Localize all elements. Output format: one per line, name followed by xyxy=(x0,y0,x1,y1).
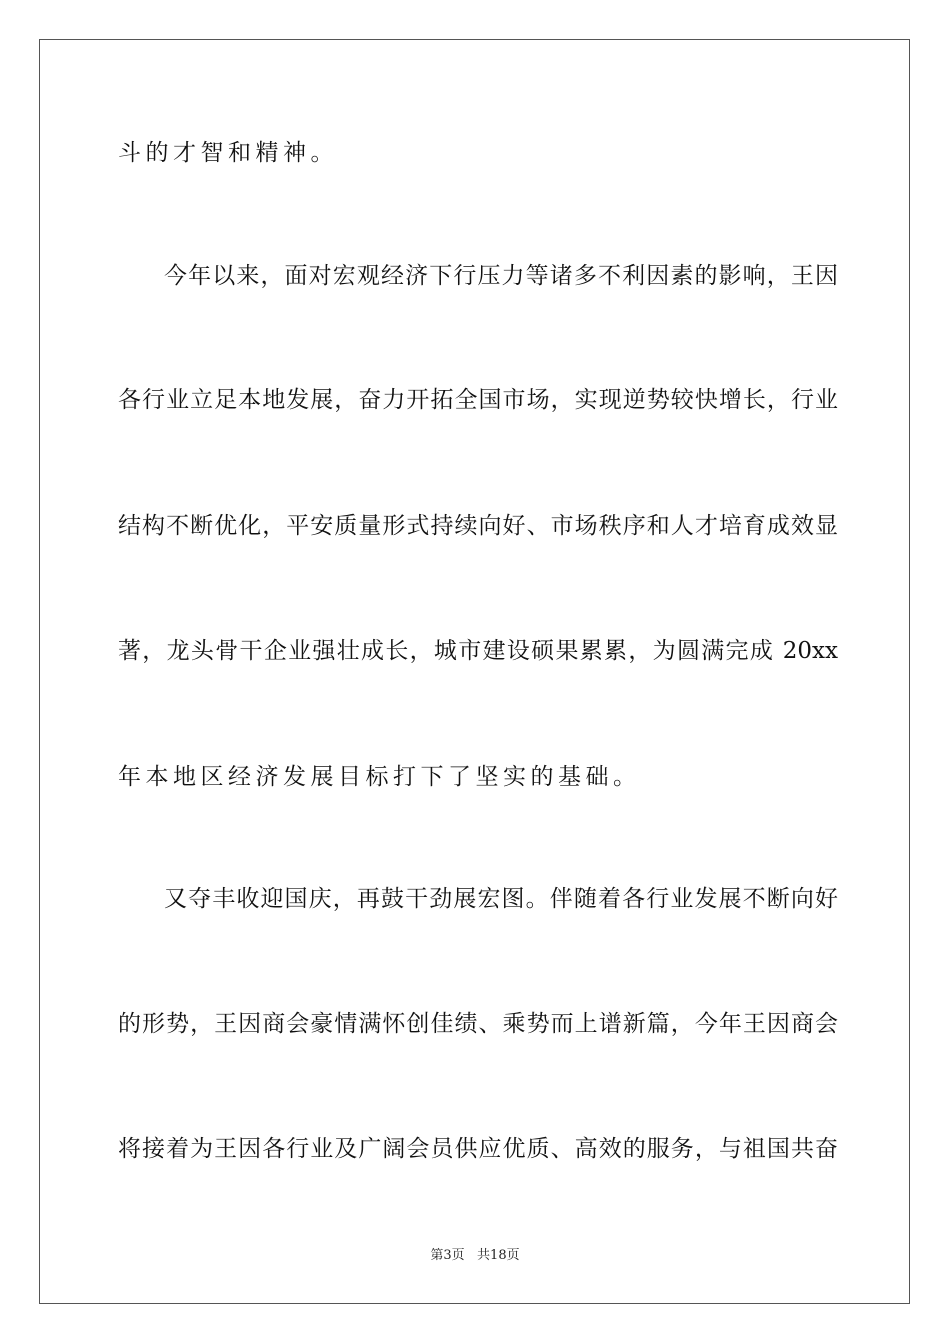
text-line-6: 年本地区经济发展目标打下了坚实的基础。 xyxy=(118,764,641,790)
text-line-9: 将接着为王因各行业及广阔会员供应优质、高效的服务，与祖国共奋 xyxy=(118,1136,838,1162)
text-line-7: 又夺丰收迎国庆，再鼓干劲展宏图。伴随着各行业发展不断向好 xyxy=(164,886,838,912)
text-line-2: 今年以来，面对宏观经济下行压力等诸多不利因素的影响，王因 xyxy=(164,263,838,289)
page-number-footer: 第3页 共18页 xyxy=(430,1248,520,1263)
text-line-1: 斗的才智和精神。 xyxy=(118,140,338,166)
text-line-8: 的形势，王因商会豪情满怀创佳绩、乘势而上谱新篇，今年王因商会 xyxy=(118,1011,838,1037)
text-line-5: 著，龙头骨干企业强壮成长，城市建设硕果累累，为圆满完成 20xx xyxy=(118,638,838,664)
text-line-4: 结构不断优化，平安质量形式持续向好、市场秩序和人才培育成效显 xyxy=(118,513,838,539)
page-border xyxy=(39,39,910,1304)
text-line-3: 各行业立足本地发展，奋力开拓全国市场，实现逆势较快增长，行业 xyxy=(118,387,838,413)
